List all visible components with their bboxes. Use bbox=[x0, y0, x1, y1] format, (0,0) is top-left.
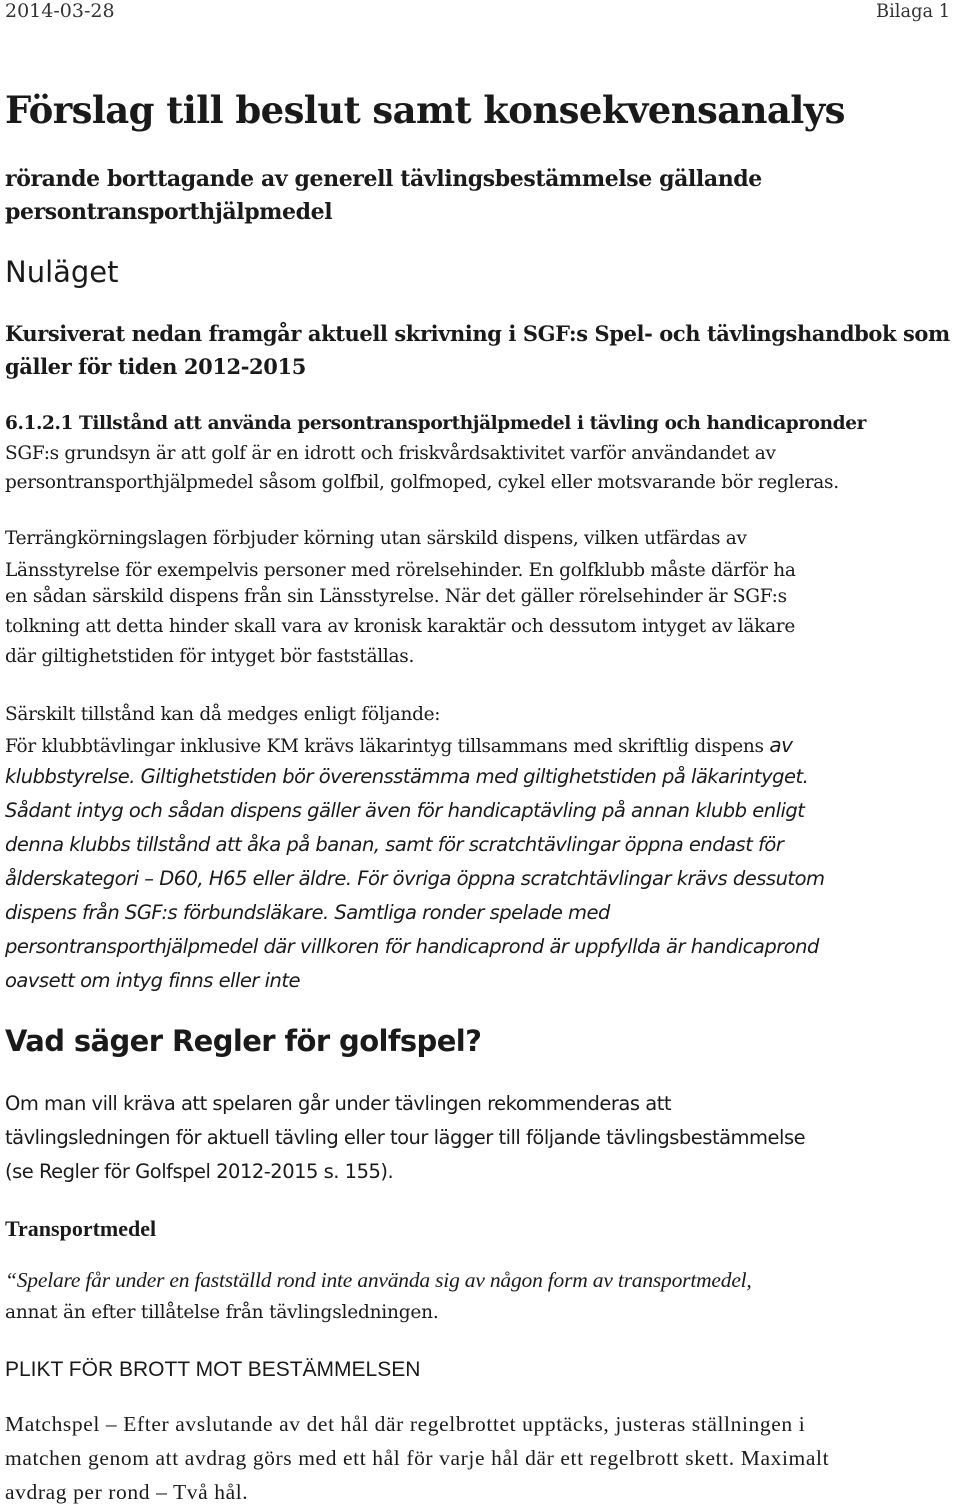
subtitle-line-2: persontransporthjälpmedel bbox=[5, 199, 333, 225]
para2-line-3: en sådan särskild dispens från sin Länsstyrelse. När det gäller rörelsehinder är SGF:s bbox=[5, 586, 787, 607]
match-line-2: matchen genom att avdrag görs med ett hål för varje hål där ett regelbrott skett. Maximalt bbox=[5, 1446, 830, 1470]
match-line-3: avdrag per rond – Två hål. bbox=[5, 1480, 249, 1504]
italic-line-3: denna klubbs tillstånd att åka på banan, samt för scratchtävlingar öppna endast för bbox=[5, 833, 784, 856]
para3-line-1: Särskilt tillstånd kan då medges enligt följande: bbox=[5, 704, 441, 725]
para3-line-2 bbox=[5, 733, 792, 757]
para2-line-2: Länsstyrelse för exempelvis personer med rörelsehinder. En golfklubb måste därför ha bbox=[5, 560, 796, 581]
rules-line-2: tävlingsledningen för aktuell tävling eller tour lägger till följande tävlingsbestämmelse bbox=[5, 1126, 806, 1149]
para3-line-2-italic: av bbox=[769, 733, 793, 757]
para3-line-2-regular: För klubbtävlingar inklusive KM krävs läkarintyg tillsammans med skriftlig dispens bbox=[5, 736, 770, 757]
page-title: Förslag till beslut samt konsekvensanalys bbox=[5, 88, 845, 132]
para2-line-1: Terrängkörningslagen förbjuder körning utan särskild dispens, vilken utfärdas av bbox=[5, 528, 747, 549]
italic-line-5: dispens från SGF:s förbundsläkare. Samtliga ronder spelade med bbox=[5, 901, 610, 924]
lead-line-1: Kursiverat nedan framgår aktuell skrivning i SGF:s Spel- och tävlingshandbok som bbox=[5, 321, 950, 346]
para2-line-4: tolkning att detta hinder skall vara av kronisk karaktär och dessutom intyget av läkare bbox=[5, 616, 795, 637]
rules-line-3: (se Regler för Golfspel 2012-2015 s. 155). bbox=[5, 1160, 394, 1183]
italic-line-1: klubbstyrelse. Giltighetstiden bör överensstämma med giltighetstiden på läkarintyget. bbox=[5, 765, 809, 788]
subtitle-line-1: rörande borttagande av generell tävlingsbestämmelse gällande bbox=[5, 166, 762, 192]
section-heading-rules: Vad säger Regler för golfspel? bbox=[5, 1024, 482, 1058]
transport-heading: Transportmedel bbox=[5, 1216, 157, 1241]
italic-line-4: ålderskategori – D60, H65 eller äldre. För övriga öppna scratchtävlingar krävs dessutom bbox=[5, 867, 825, 890]
quote-line-2: annat än efter tillåtelse från tävlingsledningen. bbox=[5, 1302, 439, 1323]
penalty-heading: PLIKT FÖR BROTT MOT BESTÄMMELSEN bbox=[5, 1358, 421, 1381]
rule-heading: 6.1.2.1 Tillstånd att använda persontransporthjälpmedel i tävling och handicapronder bbox=[5, 413, 866, 434]
section-heading-current: Nuläget bbox=[5, 255, 119, 289]
italic-line-2: Sådant intyg och sådan dispens gäller även för handicaptävling på annan klubb enligt bbox=[5, 799, 805, 822]
match-line-1: Matchspel – Efter avslutande av det hål där regelbrottet upptäcks, justeras ställningen i bbox=[5, 1412, 806, 1436]
appendix-label: Bilaga 1 bbox=[875, 0, 950, 22]
para1-line-2: persontransporthjälpmedel såsom golfbil, golfmoped, cykel eller motsvarande bör regleras. bbox=[5, 472, 839, 493]
para1-line-1: SGF:s grundsyn är att golf är en idrott och friskvårdsaktivitet varför användandet av bbox=[5, 443, 776, 464]
document-date: 2014-03-28 bbox=[5, 0, 115, 22]
quote-line-1: “Spelare får under en fastställd rond inte använda sig av någon form av transportmedel, bbox=[5, 1268, 752, 1292]
lead-line-2: gäller för tiden 2012-2015 bbox=[5, 354, 306, 379]
rules-line-1: Om man vill kräva att spelaren går under tävlingen rekommenderas att bbox=[5, 1092, 671, 1115]
italic-line-6: persontransporthjälpmedel där villkoren för handicaprond är uppfyllda är handicaprond bbox=[5, 935, 819, 958]
italic-line-7: oavsett om intyg finns eller inte bbox=[5, 969, 301, 992]
para2-line-5: där giltighetstiden för intyget bör fastställas. bbox=[5, 646, 415, 667]
